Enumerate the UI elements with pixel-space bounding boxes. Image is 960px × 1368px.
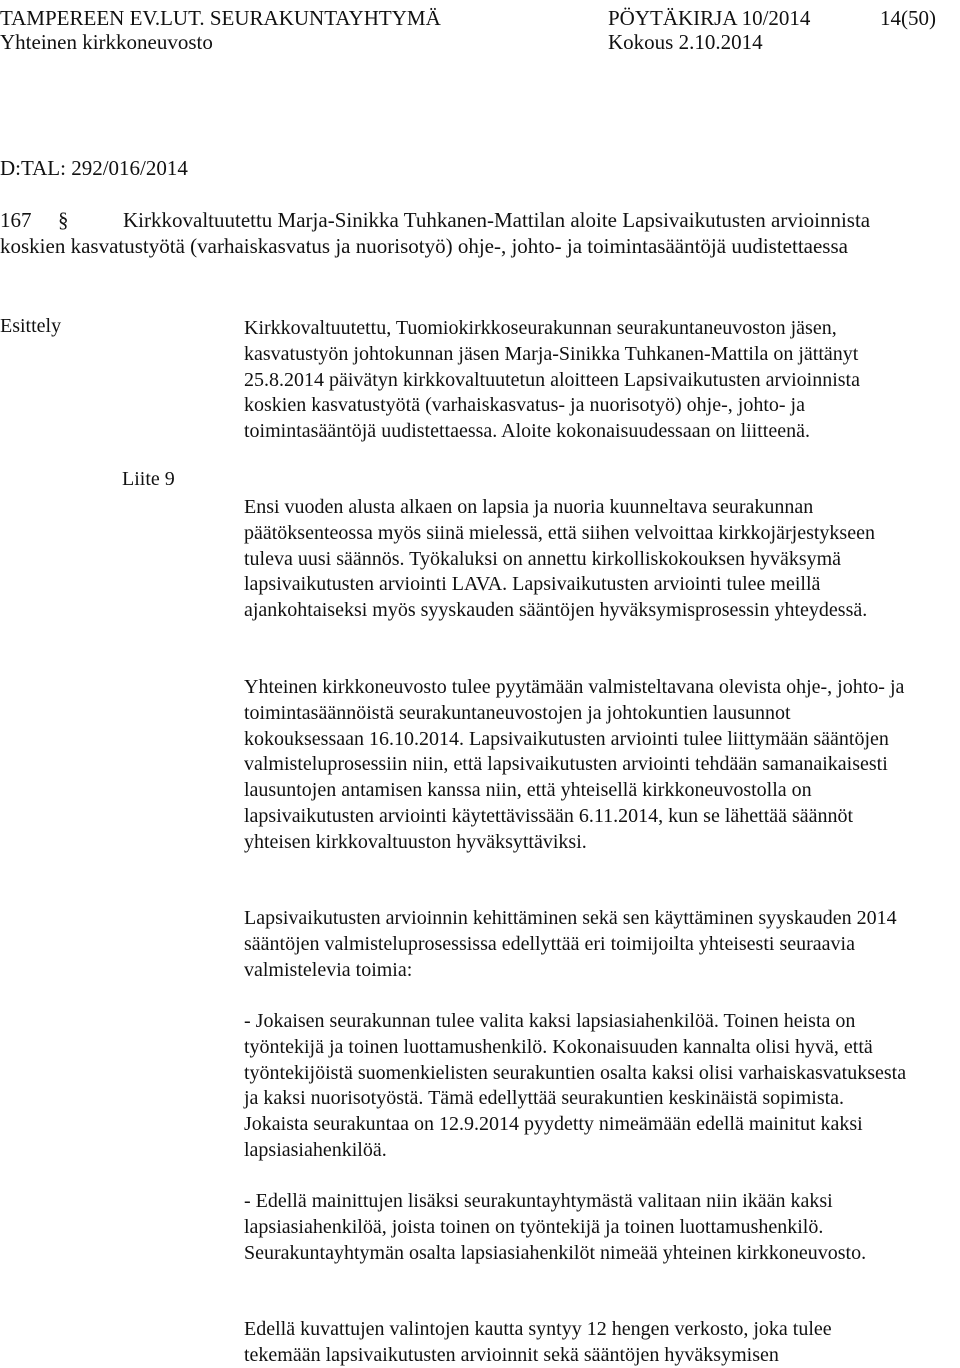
header-meeting-body: Yhteinen kirkkoneuvosto [0, 30, 213, 54]
header-page-number: 14(50) [880, 6, 936, 30]
paragraph: Kirkkovaltuutettu, Tuomiokirkkoseurakunnan seurakuntaneuvoston jäsen, kasvatustyön johtokunnan jäsen Marja-Sinikka Tuhkanen-Mattila on jättänyt 25.8.2014 päivätyn kirkkovaltuutetun aloitteen Lapsivaikutusten arvioinnista koskien kasvatustyötä (varhaiskasvatus- ja nuorisotyö) ohje-, johto- ja toimintasääntöjä uudistettaessa. Aloite kokonaisuudessaan on liitteenä. [244, 317, 860, 443]
paragraph: Lapsivaikutusten arvioinnin kehittäminen sekä sen käyttäminen syyskauden 2014 sääntöjen valmisteluprosessissa edellyttää eri toimijoilta yhteisesti seuraavia valmistelevia toimia: [244, 907, 897, 981]
list-item: - Jokaisen seurakunnan tulee valita kaksi lapsiasiahenkilöä. Toinen heista on työntekijä ja toinen luottamushenkilö. Kokonaisuuden kannalta olisi hyvä, että työntekijöistä suomenkielisten seurakuntien osalta kaksi olisi varhaiskasvatuksesta ja kaksi nuorisotyöstä. Tämä edellyttää seurakuntien keskinäistä sopimista. Jokaista seurakuntaa on 12.9.2014 pyydetty nimeämään edellä mainitut kaksi lapsiasiahenkilöä. [244, 1010, 907, 1161]
paragraph: Ensi vuoden alusta alkaen on lapsia ja nuoria kuunneltava seurakunnan päätöksenteossa myös siinä mielessä, että siihen velvoittaa kirkkojärjestykseen tuleva uusi säännös. Työkaluksi on annettu kirkolliskokouksen hyväksymä lapsivaikutusten arviointi LAVA. Lapsivaikutusten arviointi tulee meillä ajankohtaiseksi myös syyskauden sääntöjen hyväksymisprosessin yhteydessä. [244, 496, 875, 622]
section-sign: § [58, 208, 69, 232]
header-organization: TAMPEREEN EV.LUT. SEURAKUNTAYHTYMÄ [0, 6, 441, 30]
header-meeting-date: Kokous 2.10.2014 [608, 30, 763, 54]
header-document-id: PÖYTÄKIRJA 10/2014 [608, 6, 811, 30]
diary-number: D:TAL: 292/016/2014 [0, 156, 188, 180]
paragraph: Yhteinen kirkkoneuvosto tulee pyytämään valmisteltavana olevista ohje-, johto- ja toimintasäännöistä seurakuntaneuvostojen ja johtokuntien lausunnot kokouksessaan 16.10.2014. Lapsivaikutusten arviointi tulee liittymään sääntöjen valmisteluprosessiin niin, että lapsivaikutusten arviointi tehdään samanaikaisesti lausuntojen antamisen kanssa niin, että yhteisellä kirkkoneuvostolla on lapsivaikutusten arviointi käytettävissään 6.11.2014, kun se lähettää säännöt yhteisen kirkkovaltuuston hyväksyttäviksi. [244, 676, 905, 853]
attachment-label: Liite 9 [122, 468, 175, 490]
paragraph: Edellä kuvattujen valintojen kautta syntyy 12 hengen verkosto, joka tulee tekemään lapsivaikutusten arvioinnit sekä sääntöjen hyväksymisen [244, 1318, 832, 1366]
section-number: 167 [0, 208, 32, 232]
intro-label: Esittely [0, 315, 62, 337]
section-title: Kirkkovaltuutettu Marja-Sinikka Tuhkanen-Mattilan aloite Lapsivaikutusten arvioinnista koskien kasvatustyötä (varhaiskasvatus ja nuorisotyö) ohje-, johto- ja toimintasääntöjä uudistettaessa [0, 208, 871, 258]
list-item: - Edellä mainittujen lisäksi seurakuntayhtymästä valitaan niin ikään kaksi lapsiasiahenkilöä, joista toinen on työntekijä ja toinen luottamushenkilö. Seurakuntayhtymän osalta lapsiasiahenkilöt nimeää yhteinen kirkkoneuvosto. [244, 1190, 867, 1264]
